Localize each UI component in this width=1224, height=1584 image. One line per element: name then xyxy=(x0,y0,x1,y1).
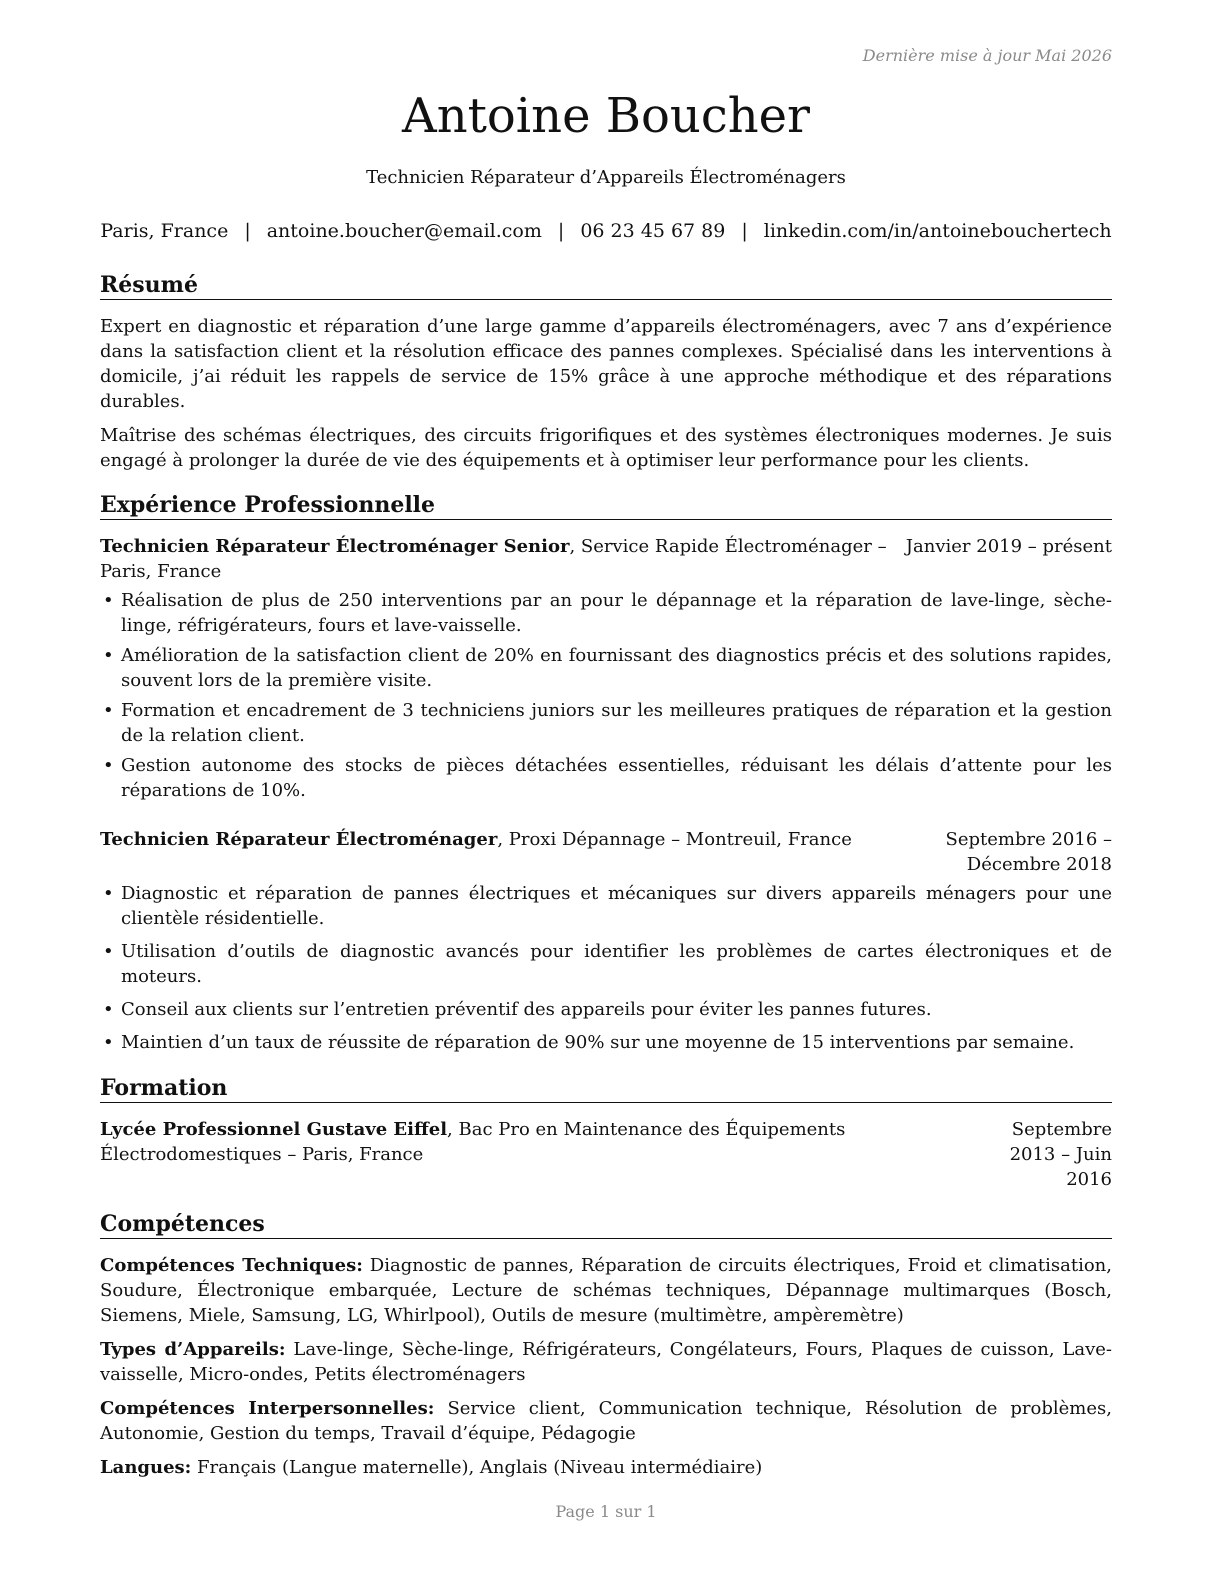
skill-text: Service client, Communication technique, Résolution de problèmes, Autonomie, Gestion du temps, Travail d’équipe, Pédagogie xyxy=(100,1398,1112,1444)
summary-section xyxy=(100,272,1112,473)
job-company: , Service Rapide Électroménager – Paris, France xyxy=(100,536,887,582)
list-item: • Réalisation de plus de 250 interventions par an pour le dépannage et la réparation de lave-linge, sèche-linge, réfrigérateurs, fours et lave-vaisselle. xyxy=(103,590,1112,636)
section-heading-education: Formation xyxy=(100,1075,1112,1103)
section-heading-skills: Compétences xyxy=(100,1211,1112,1239)
last-updated: Dernière mise à jour Mai 2026 xyxy=(862,46,1112,65)
contact-separator: | xyxy=(557,220,565,242)
skills-section xyxy=(100,1211,1112,1480)
education-dates: Septembre 2013 – Juin 2016 xyxy=(1009,1119,1112,1190)
list-item: • Gestion autonome des stocks de pièces détachées essentielles, réduisant les délais d’attente pour les réparations de 10%. xyxy=(103,755,1112,801)
summary-paragraph: Maîtrise des schémas électriques, des circuits frigorifiques et des systèmes électroniques modernes. Je suis engagé à prolonger la durée de vie des équipements et à optimiser leur performance pour les clients. xyxy=(100,425,1112,471)
candidate-name: Antoine Boucher xyxy=(402,88,810,144)
job-company: , Proxi Dépannage – Montreuil, France xyxy=(497,829,852,850)
resume-content xyxy=(100,272,1112,1480)
education-section xyxy=(100,1075,1112,1192)
education-entry xyxy=(100,1117,1112,1192)
list-item: • Conseil aux clients sur l’entretien préventif des appareils pour éviter les pannes futures. xyxy=(103,999,932,1020)
contact-separator: | xyxy=(741,220,748,242)
education-school xyxy=(100,1117,870,1192)
bullet-dot-icon: • xyxy=(103,941,114,962)
job-header xyxy=(100,534,1112,584)
job-header xyxy=(100,827,1112,877)
school-name: Lycée Professionnel Gustave Eiffel xyxy=(100,1119,448,1140)
job-title-company xyxy=(100,534,890,584)
skill-label: Compétences Techniques: xyxy=(100,1255,363,1276)
job-role: Technicien Réparateur Électroménager Senior xyxy=(100,536,570,557)
bullet-dot-icon: • xyxy=(103,1032,114,1053)
skill-group xyxy=(100,1253,1112,1328)
contact-linkedin[interactable]: linkedin.com/in/antoinebouchertech xyxy=(763,220,1112,242)
job-title-company xyxy=(100,827,877,877)
list-item: • Utilisation d’outils de diagnostic avancés pour identifier les problèmes de cartes électroniques et de moteurs. xyxy=(103,941,1112,987)
skill-group xyxy=(100,1455,1112,1480)
list-item: • Formation et encadrement de 3 techniciens juniors sur les meilleures pratiques de réparation et la gestion de la relation client. xyxy=(103,700,1112,746)
job-dates: Septembre 2016 – Décembre 2018 xyxy=(945,829,1112,875)
skill-text: Diagnostic de pannes, Réparation de circuits électriques, Froid et climatisation, Soudure, Électronique embarquée, Lecture de schémas techniques, Dépannage multimarques (Bosch, Siemens, Miele, Samsung, LG, Whirlpool), Outils de mesure (multimètre, ampèremètre) xyxy=(100,1255,1112,1326)
job-bullets xyxy=(100,881,1112,1055)
school-detail: , Bac Pro en Maintenance des Équipements Électrodomestiques – Paris, France xyxy=(100,1119,846,1165)
job-entry xyxy=(100,534,1112,803)
resume-page xyxy=(100,0,1112,1584)
bullet-dot-icon: • xyxy=(103,700,114,721)
contact-phone: 06 23 45 67 89 xyxy=(580,220,726,242)
skill-label: Types d’Appareils: xyxy=(100,1339,286,1360)
skill-label: Compétences Interpersonnelles: xyxy=(100,1398,435,1419)
page-number: Page 1 sur 1 xyxy=(555,1502,657,1521)
section-heading-summary: Résumé xyxy=(100,272,1112,300)
job-bullets xyxy=(100,588,1112,803)
experience-section xyxy=(100,492,1112,1055)
bullet-dot-icon: • xyxy=(103,755,114,776)
list-item: • Amélioration de la satisfaction client de 20% en fournissant des diagnostics précis et des solutions rapides, souvent lors de la première visite. xyxy=(103,645,1112,691)
bullet-dot-icon: • xyxy=(103,590,114,611)
contact-separator: | xyxy=(244,220,251,242)
job-dates: Janvier 2019 – présent xyxy=(905,536,1112,557)
job-title: Technicien Réparateur d’Appareils Électroménagers xyxy=(366,167,846,188)
bullet-dot-icon: • xyxy=(103,645,114,666)
contact-location: Paris, France xyxy=(100,220,229,242)
list-item: • Diagnostic et réparation de pannes électriques et mécaniques sur divers appareils ménagers pour une clientèle résidentielle. xyxy=(103,883,1112,929)
skill-group xyxy=(100,1396,1112,1446)
list-item: • Maintien d’un taux de réussite de réparation de 90% sur une moyenne de 15 interventions par semaine. xyxy=(103,1032,1075,1053)
contact-line xyxy=(100,220,1112,242)
job-entry xyxy=(100,827,1112,1055)
job-role: Technicien Réparateur Électroménager xyxy=(100,829,498,850)
section-heading-experience: Expérience Professionnelle xyxy=(100,492,1112,520)
skill-text: Lave-linge, Sèche-linge, Réfrigérateurs, Congélateurs, Fours, Plaques de cuisson, Lave-vaisselle, Micro-ondes, Petits électroménagers xyxy=(100,1339,1112,1385)
bullet-dot-icon: • xyxy=(103,999,114,1020)
skill-label: Langues: xyxy=(100,1457,192,1478)
skill-group xyxy=(100,1337,1112,1387)
bullet-dot-icon: • xyxy=(103,883,114,904)
contact-email[interactable]: antoine.boucher@email.com xyxy=(266,220,542,242)
summary-paragraph: Expert en diagnostic et réparation d’une large gamme d’appareils électroménagers, avec 7 ans d’expérience dans la satisfaction client et la résolution efficace des pannes complexes. Spécialisé dans les interventions à domicile, j’ai réduit les rappels de service de 15% grâce à une approche méthodique et des réparations durables. xyxy=(100,316,1112,412)
skill-text: Français (Langue maternelle), Anglais (Niveau intermédiaire) xyxy=(191,1457,763,1478)
